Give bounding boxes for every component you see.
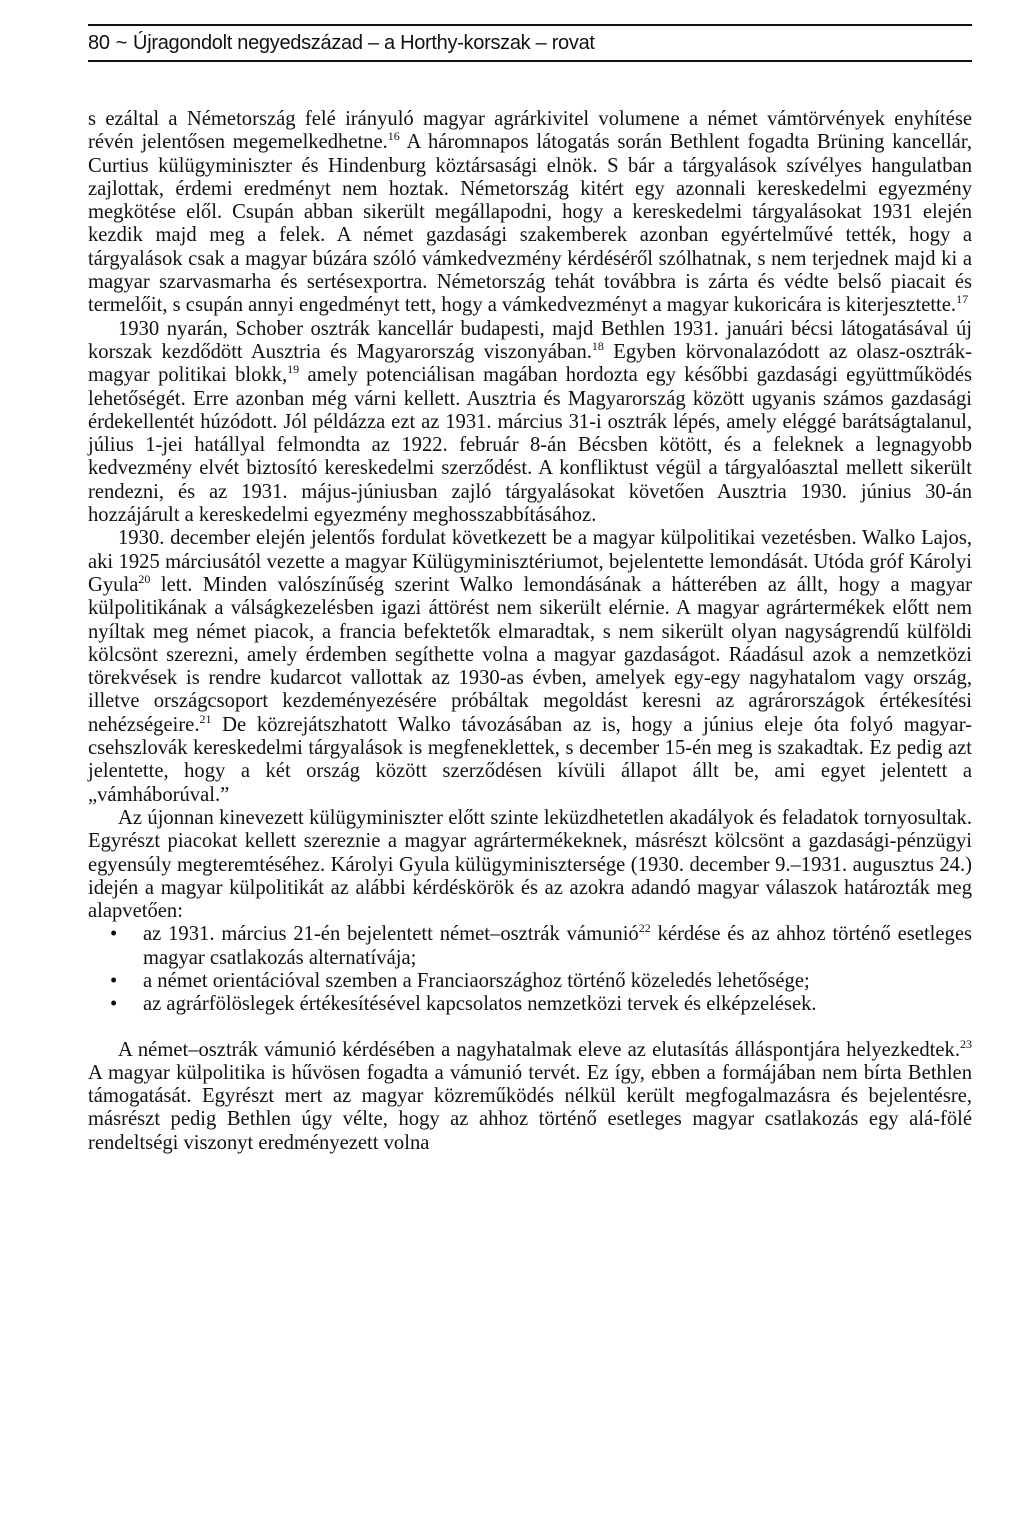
footnote-ref-22: 22 (638, 921, 651, 936)
paragraph-3-text-b: lett. Minden valószínűség szerint Walko lemondásának a hátterében az állt, hogy a magyar külpolitikának a válságkezelésben igazi áttörést nem sikerült elérnie. A magyar agrártermékek előtt nem nyíltak meg német piacok, a francia befektetők elmaradtak, s nem sikerült olyan nagyságrendű külföldi kölcsönt szerezni, amely érdemben segíthette volna a magyar gazdaságot. Ráadásul azok a nemzetközi törekvések is rendre kudarcot vallottak az 1930-as évben, amelyek egy-egy nagyhatalom vagy ország, illetve országcsoport kezdeményezésére próbáltak megoldást keresni az agrárországok értékesítési nehézségeire. (88, 573, 972, 736)
bullet-icon: • (110, 969, 118, 992)
paragraph-2-text-b: Egyben körvonalazódott az olasz-osztrák-magyar politikai blokk, (88, 340, 972, 387)
running-header (88, 24, 972, 62)
page-number: 80 (88, 32, 110, 54)
bullet-icon: • (110, 993, 118, 1016)
paragraph-5 (88, 1036, 972, 1155)
header-separator: ~ (115, 32, 128, 54)
paragraph-1-text-b: A háromnapos látogatás során Bethlent fogadta Brüning kancellár, Curtius külügyminiszter és Hindenburg köztársasági elnök. S bár a tárgyalások szívélyes hangulatban zajlottak, érdemi eredményt nem hoztak. Németország kitért egy azonnali kereskedelmi egyezmény megkötése elől. Csupán abban sikerült megállapodni, hogy a kereskedelmi tárgyalásokat 1931 elején kezdik majd meg a felek. A német gazdasági szakemberek azonban egyértelművé tették, hogy a tárgyalások csak a magyar búzára szóló vámkedvezmény kérdéséről szólhatnak, s nem terjednek majd ki a magyar szarvasmarha és sertésexportra. Németország tehát továbbra is zárta és védte belső piacait és termelőit, s csupán annyi engedményt tett, hogy a vámkedvezményt a magyar kukoricára is kiterjesztette. (88, 131, 972, 317)
footnote-ref-17: 17 (956, 292, 969, 307)
footnote-ref-19: 19 (287, 362, 300, 377)
list-item (88, 970, 972, 993)
paragraph-5-text-b: A magyar külpolitika is hűvösen fogadta a vámunió tervét. Ez így, ebben a formájában nem bírta Bethlen támogatását. Egyrészt mert az magyar közreműködés nélkül került megfogalmazásra és bejelentésre, másrészt pedig Bethlen úgy vélte, hogy az ahhoz történő esetleges magyar csatlakozás egy alá-fölé rendeltségi viszonyt eredményezett volna (88, 1061, 972, 1154)
paragraph-3-text-a: 1930. december elején jelentős fordulat következett be a magyar külpolitikai vezetésben. Walko Lajos, aki 1925 márciusától vezette a magyar Külügyminisztériumot, bejelentette lemondását. Utóda gróf Károlyi Gyula (88, 527, 972, 596)
list-item-3-text: az agrárfölöslegek értékesítésével kapcsolatos nemzetközi tervek és elképzelések. (143, 993, 817, 1016)
paragraph-3-text-c: De közrejátszhatott Walko távozásában az is, hogy a június eleje óta folyó magyar-csehszlovák kereskedelmi tárgyalások is megfeneklettek, s december 15-én meg is szakadtak. Ez pedig azt jelentette, hogy a két ország között szerződésen kívüli állapot állt be, ami egyet jelentett a „vámháborúval.” (88, 713, 972, 806)
bullet-list (88, 923, 972, 1016)
paragraph-4-text: Az újonnan kinevezett külügyminiszter előtt szinte leküzdhetetlen akadályok és feladatok tornyosultak. Egyrészt piacokat kellett szereznie a magyar agrártermékeknek, másrészt kölcsönt a gazdasági-pénzügyi egyensúly megteremtéséhez. Károlyi Gyula külügyminisztersége (1930. december 9.–1931. augusztus 24.) idején a magyar külpolitikát az alábbi kérdéskörök és az azokra adandó magyar válaszok határozták meg alapvetően: (88, 806, 972, 923)
list-item (88, 993, 972, 1016)
paragraph-2-text-a: 1930 nyarán, Schober osztrák kancellár budapesti, majd Bethlen 1931. januári bécsi látogatásával új korszak kezdődött Ausztria és Magyarország viszonyában. (88, 317, 972, 363)
footnote-ref-21: 21 (199, 711, 212, 726)
list-item-2-text: a német orientációval szemben a Franciaországhoz történő közeledés lehetősége; (143, 969, 810, 992)
spacer (88, 1017, 972, 1039)
bullet-icon: • (110, 923, 118, 946)
list-item (88, 923, 972, 970)
paragraph-2 (88, 318, 972, 528)
footnote-ref-20: 20 (138, 571, 151, 586)
footnote-ref-16: 16 (387, 129, 400, 144)
list-item-1-text-b: kérdése és az ahhoz történő esetleges magyar csatlakozás alternatívája; (143, 923, 972, 969)
paragraph-4 (88, 807, 972, 923)
paragraph-1-text-a: s ezáltal a Németország felé irányuló magyar agrárkivitel volumene a német vámtörvények enyhítése révén jelentősen megemelkedhetne. (88, 108, 972, 154)
paragraph-2-text-c: amely potenciálisan magában hordozta egy későbbi gazdasági együttműködés lehetőségét. Erre azonban még várni kellett. Ausztria és Magyarország között ugyanis számos gazdasági érdekellentét húzódott. Jól példázza ezt az 1931. március 31-i osztrák lépés, amely eléggé barátságtalanul, július 1-jei hatállyal felmondta az 1922. február 8-án Bécsben kötött, és a feleknek a legnagyobb kedvezmény elvét biztosító kereskedelmi szerződést. A konfliktust végül a tárgyalóasztal mellett sikerült rendezni, és az 1931. május-júniusban zajló tárgyalásokat követően Ausztria 1930. június 30-án hozzájárult a kereskedelmi egyezmény meghosszabbításához. (88, 364, 972, 527)
header-title: Újragondolt negyedszázad – a Horthy-korszak – rovat (133, 32, 595, 54)
paragraph-3 (88, 527, 972, 807)
footnote-ref-23: 23 (960, 1036, 972, 1051)
list-item-1-text-a: az 1931. március 21-én bejelentett német–osztrák vámunió (143, 923, 639, 946)
paragraph-1 (88, 108, 972, 318)
footnote-ref-18: 18 (591, 338, 604, 353)
body-text (88, 108, 972, 1155)
paragraph-5-text-a: A német–osztrák vámunió kérdésében a nagyhatalmak eleve az elutasítás álláspontjára helyezkedtek. (118, 1038, 960, 1061)
